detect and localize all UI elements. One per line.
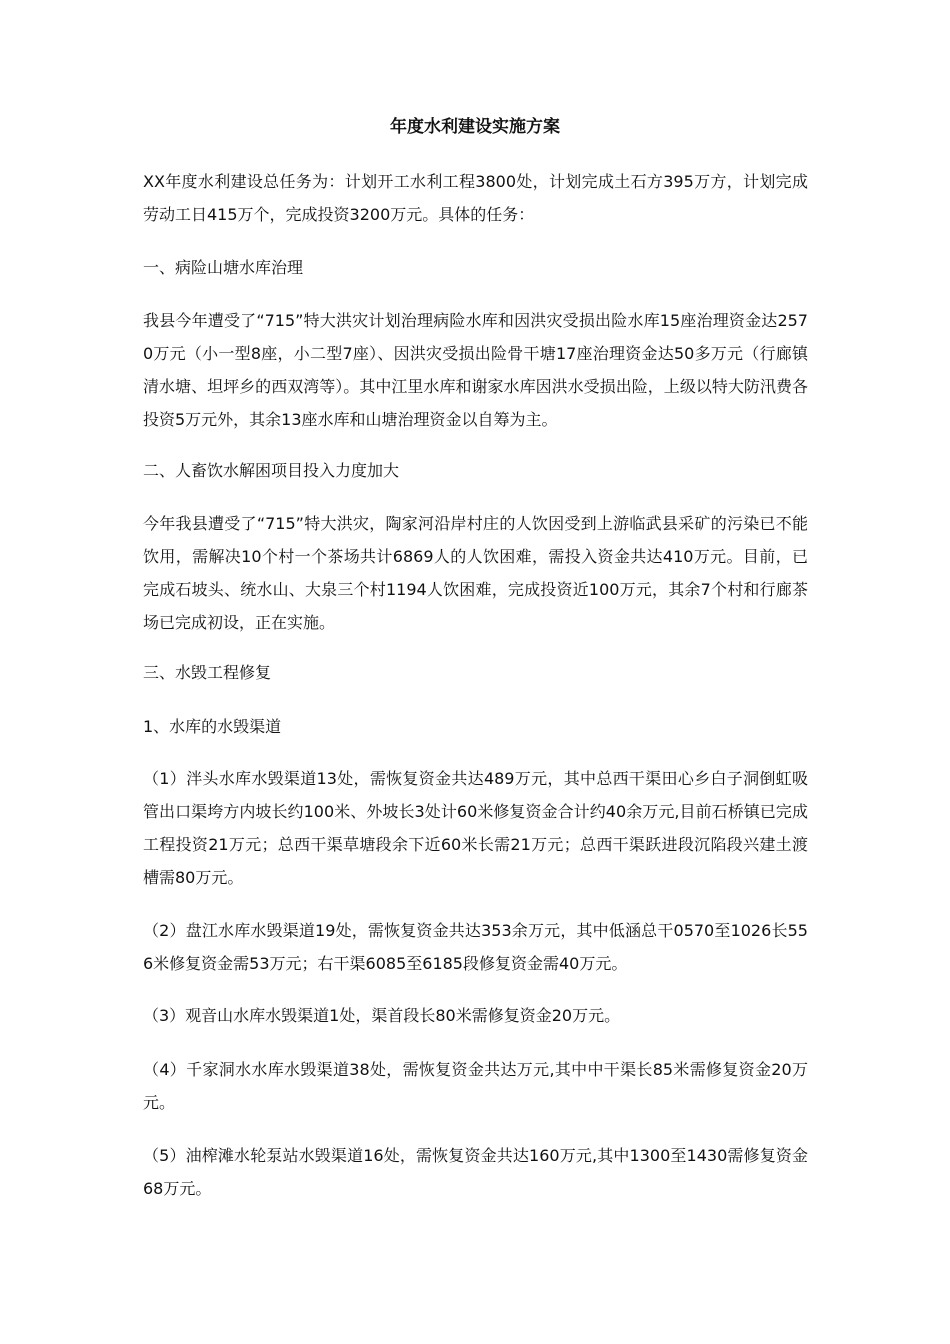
list-item: （4）千家洞水水库水毁渠道38处，需恢复资金共达万元,其中中干渠长85米需修复资金20万元。 <box>143 1060 808 1112</box>
list-item: （3）观音山水库水毁渠道1处，渠首段长80米需修复资金20万元。 <box>143 1006 621 1025</box>
subsection-1-heading: 1、水库的水毁渠道 <box>143 717 282 736</box>
list-item: （5）油榨滩水轮泵站水毁渠道16处，需恢复资金共达160万元,其中1300至1430需修复资金68万元。 <box>143 1146 808 1198</box>
list-item: （1）泮头水库水毁渠道13处，需恢复资金共达489万元，其中总西干渠田心乡白子洞倒虹吸管出口渠垮方内坡长约100米、外坡长3处计60米修复资金合计约40余万元,目前石桥镇已完成工程投资21万元；总西干渠草塘段余下近60米长需21万元；总西干渠跃进段沉陷段兴建土渡槽需80万元。 <box>143 769 808 887</box>
document-title: 年度水利建设实施方案 <box>390 117 560 137</box>
section-3-heading: 三、水毁工程修复 <box>143 663 272 682</box>
section-2-paragraph: 今年我县遭受了“715”特大洪灾，陶家河沿岸村庄的人饮因受到上游临武县采矿的污染已不能饮用，需解决10个村一个茶场共计6869人的人饮困难，需投入资金共达410万元。目前，已完成石坡头、统水山、大泉三个村1194人饮困难，完成投资近100万元，其余7个村和行廊茶场已完成初设，正在实施。 <box>143 514 808 632</box>
section-2-heading: 二、人畜饮水解困项目投入力度加大 <box>143 461 400 480</box>
section-1-heading: 一、病险山塘水库治理 <box>143 258 304 277</box>
list-item: （2）盘江水库水毁渠道19处，需恢复资金共达353余万元，其中低涵总干0570至1026长556米修复资金需53万元；右干渠6085至6185段修复资金需40万元。 <box>143 921 808 973</box>
section-1-paragraph: 我县今年遭受了“715”特大洪灾计划治理病险水库和因洪灾受损出险水库15座治理资金达2570万元（小一型8座，小二型7座）、因洪灾受损出险骨干塘17座治理资金达50多万元（行廊镇清水塘、坦坪乡的西双湾等）。其中江里水库和谢家水库因洪水受损出险，上级以特大防汛费各投资5万元外，其余13座水库和山塘治理资金以自筹为主。 <box>143 311 808 429</box>
intro-paragraph: XX年度水利建设总任务为：计划开工水利工程3800处，计划完成土石方395万方，计划完成劳动工日415万个，完成投资3200万元。具体的任务： <box>143 172 808 224</box>
